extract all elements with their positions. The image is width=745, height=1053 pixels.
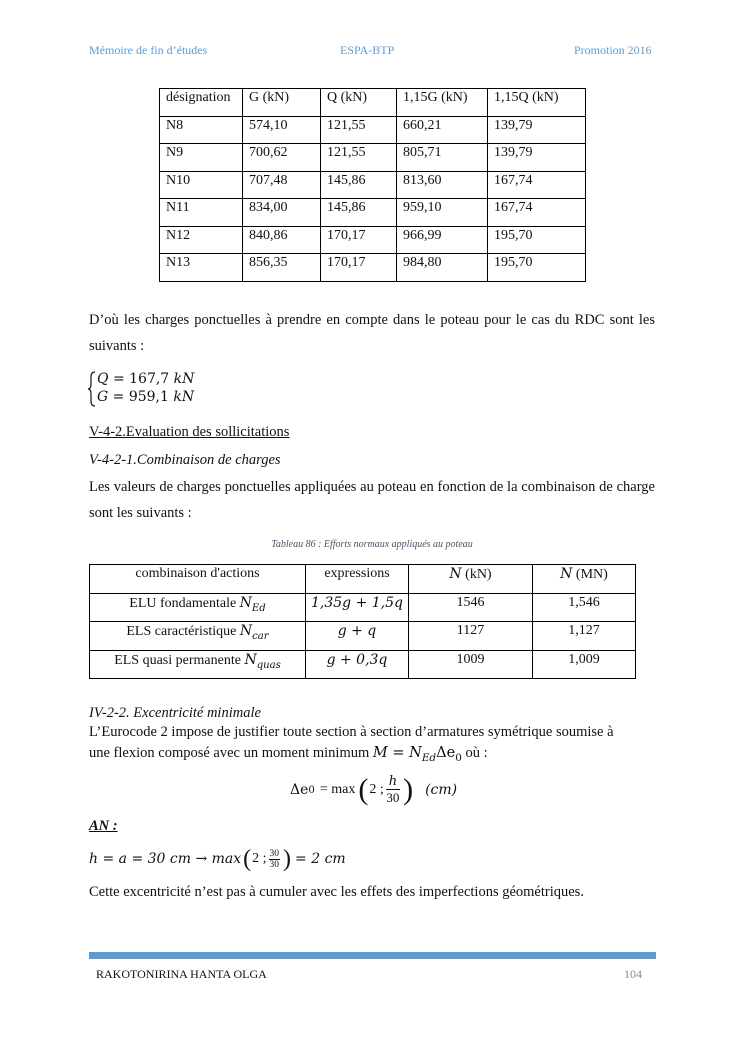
table-cell: 195,70 — [488, 226, 586, 254]
table-cell: N10 — [160, 171, 243, 199]
table-cell: N9 — [160, 144, 243, 172]
table-header-cell: expressions — [306, 565, 409, 594]
equation-system — [87, 369, 227, 409]
table-cell: 805,71 — [397, 144, 488, 172]
table-header-cell: G (kN) — [243, 89, 321, 117]
table-row — [160, 254, 586, 282]
paragraph-eurocode-line2: une flexion composé avec un moment minimum $M = N_{Ed}\Delta e_0$ où : — [89, 745, 488, 764]
paragraph-charges: D’où les charges ponctuelles à prendre en compte dans le poteau pour le cas du RDC sont les suivants : — [89, 312, 655, 354]
formula-delta-e0: Δe 0 = max ( 2 ; h 30 ) (cm) — [290, 773, 458, 806]
an-label: AN : — [89, 818, 118, 834]
efforts-table — [89, 564, 636, 679]
table-header-cell: Q (kN) — [321, 89, 397, 117]
section-heading-evaluation: V-4-2.Evaluation des sollicitations — [89, 424, 290, 440]
table-cell: 139,79 — [488, 116, 586, 144]
table-cell: 139,79 — [488, 144, 586, 172]
table-caption: Tableau 86 : Efforts normaux appliqués au poteau — [271, 539, 473, 550]
formula-application: h = a = 30 cm → max ( 2 ; 30 30 ) = 2 cm — [89, 846, 346, 872]
table-cell: N11 — [160, 199, 243, 227]
table-header-row — [160, 89, 586, 117]
table-row — [160, 144, 586, 172]
table-cell: 834,00 — [243, 199, 321, 227]
table-cell: N12 — [160, 226, 243, 254]
table-row — [160, 199, 586, 227]
table-cell: 574,10 — [243, 116, 321, 144]
table-row — [90, 622, 636, 651]
table-header-row — [90, 565, 636, 594]
table-cell: 813,60 — [397, 171, 488, 199]
table-cell: 167,74 — [488, 171, 586, 199]
table-cell: 959,10 — [397, 199, 488, 227]
table-cell: 707,48 — [243, 171, 321, 199]
subsection-heading-combinaison: V-4-2-1.Combinaison de charges — [89, 452, 281, 468]
value-mn-cell: 1,546 — [533, 593, 636, 622]
header-center: ESPA-BTP — [340, 43, 395, 57]
table-cell: 170,17 — [321, 226, 397, 254]
value-mn-cell: 1,009 — [533, 650, 636, 679]
value-kn-cell: 1546 — [409, 593, 533, 622]
header-left: Mémoire de fin d’études — [89, 43, 208, 57]
table-cell: 121,55 — [321, 116, 397, 144]
value-kn-cell: 1009 — [409, 650, 533, 679]
value-kn-cell: 1127 — [409, 622, 533, 651]
footer-author: RAKOTONIRINA HANTA OLGA — [96, 967, 267, 981]
combination-cell: ELS caractéristique $N_{car}$ — [90, 622, 306, 651]
table-row — [90, 650, 636, 679]
header-right: Promotion 2016 — [574, 43, 652, 57]
table-cell: 170,17 — [321, 254, 397, 282]
table-row — [160, 116, 586, 144]
table-cell: 856,35 — [243, 254, 321, 282]
equation-g: G = 959,1 kN — [97, 389, 195, 405]
table-row — [160, 226, 586, 254]
loads-table — [159, 88, 586, 282]
table-header-cell: 1,15G (kN) — [397, 89, 488, 117]
expression-cell: g + 0,3q — [306, 650, 409, 679]
table-cell: 145,86 — [321, 199, 397, 227]
table-cell: 145,86 — [321, 171, 397, 199]
footer-bar — [89, 952, 656, 959]
table-cell: 700,62 — [243, 144, 321, 172]
table-cell: 966,99 — [397, 226, 488, 254]
table-row — [160, 171, 586, 199]
combination-cell: ELU fondamentale $N_{Ed}$ — [90, 593, 306, 622]
value-mn-cell: 1,127 — [533, 622, 636, 651]
table-header-cell: N (kN) — [409, 565, 533, 594]
expression-cell: 1,35g + 1,5q — [306, 593, 409, 622]
table-cell: 984,80 — [397, 254, 488, 282]
combination-cell: ELS quasi permanente $N_{quas}$ — [90, 650, 306, 679]
paragraph-valeurs: Les valeurs de charges ponctuelles appliquées au poteau en fonction de la combinaison de charge sont les suivants : — [89, 479, 655, 521]
expression-cell: g + q — [306, 622, 409, 651]
table-cell: 660,21 — [397, 116, 488, 144]
table-header-cell: N (MN) — [533, 565, 636, 594]
table-cell: N8 — [160, 116, 243, 144]
table-row — [90, 593, 636, 622]
table-cell: 167,74 — [488, 199, 586, 227]
brace-icon — [87, 371, 97, 407]
table-header-cell: 1,15Q (kN) — [488, 89, 586, 117]
table-header-cell: combinaison d'actions — [90, 565, 306, 594]
table-header-cell: désignation — [160, 89, 243, 117]
table-cell: 195,70 — [488, 254, 586, 282]
section-heading-excentricite: IV-2-2. Excentricité minimale — [89, 705, 261, 721]
table-cell: 121,55 — [321, 144, 397, 172]
equation-q: Q = 167,7 kN — [97, 371, 195, 387]
paragraph-eurocode — [89, 722, 614, 769]
page-number: 104 — [624, 967, 642, 981]
table-cell: 840,86 — [243, 226, 321, 254]
paragraph-conclusion: Cette excentricité n’est pas à cumuler avec les effets des imperfections géométriques. — [89, 884, 584, 900]
paragraph-eurocode-line1: L’Eurocode 2 impose de justifier toute section à section d’armatures symétrique soumise à — [89, 724, 614, 740]
table-cell: N13 — [160, 254, 243, 282]
